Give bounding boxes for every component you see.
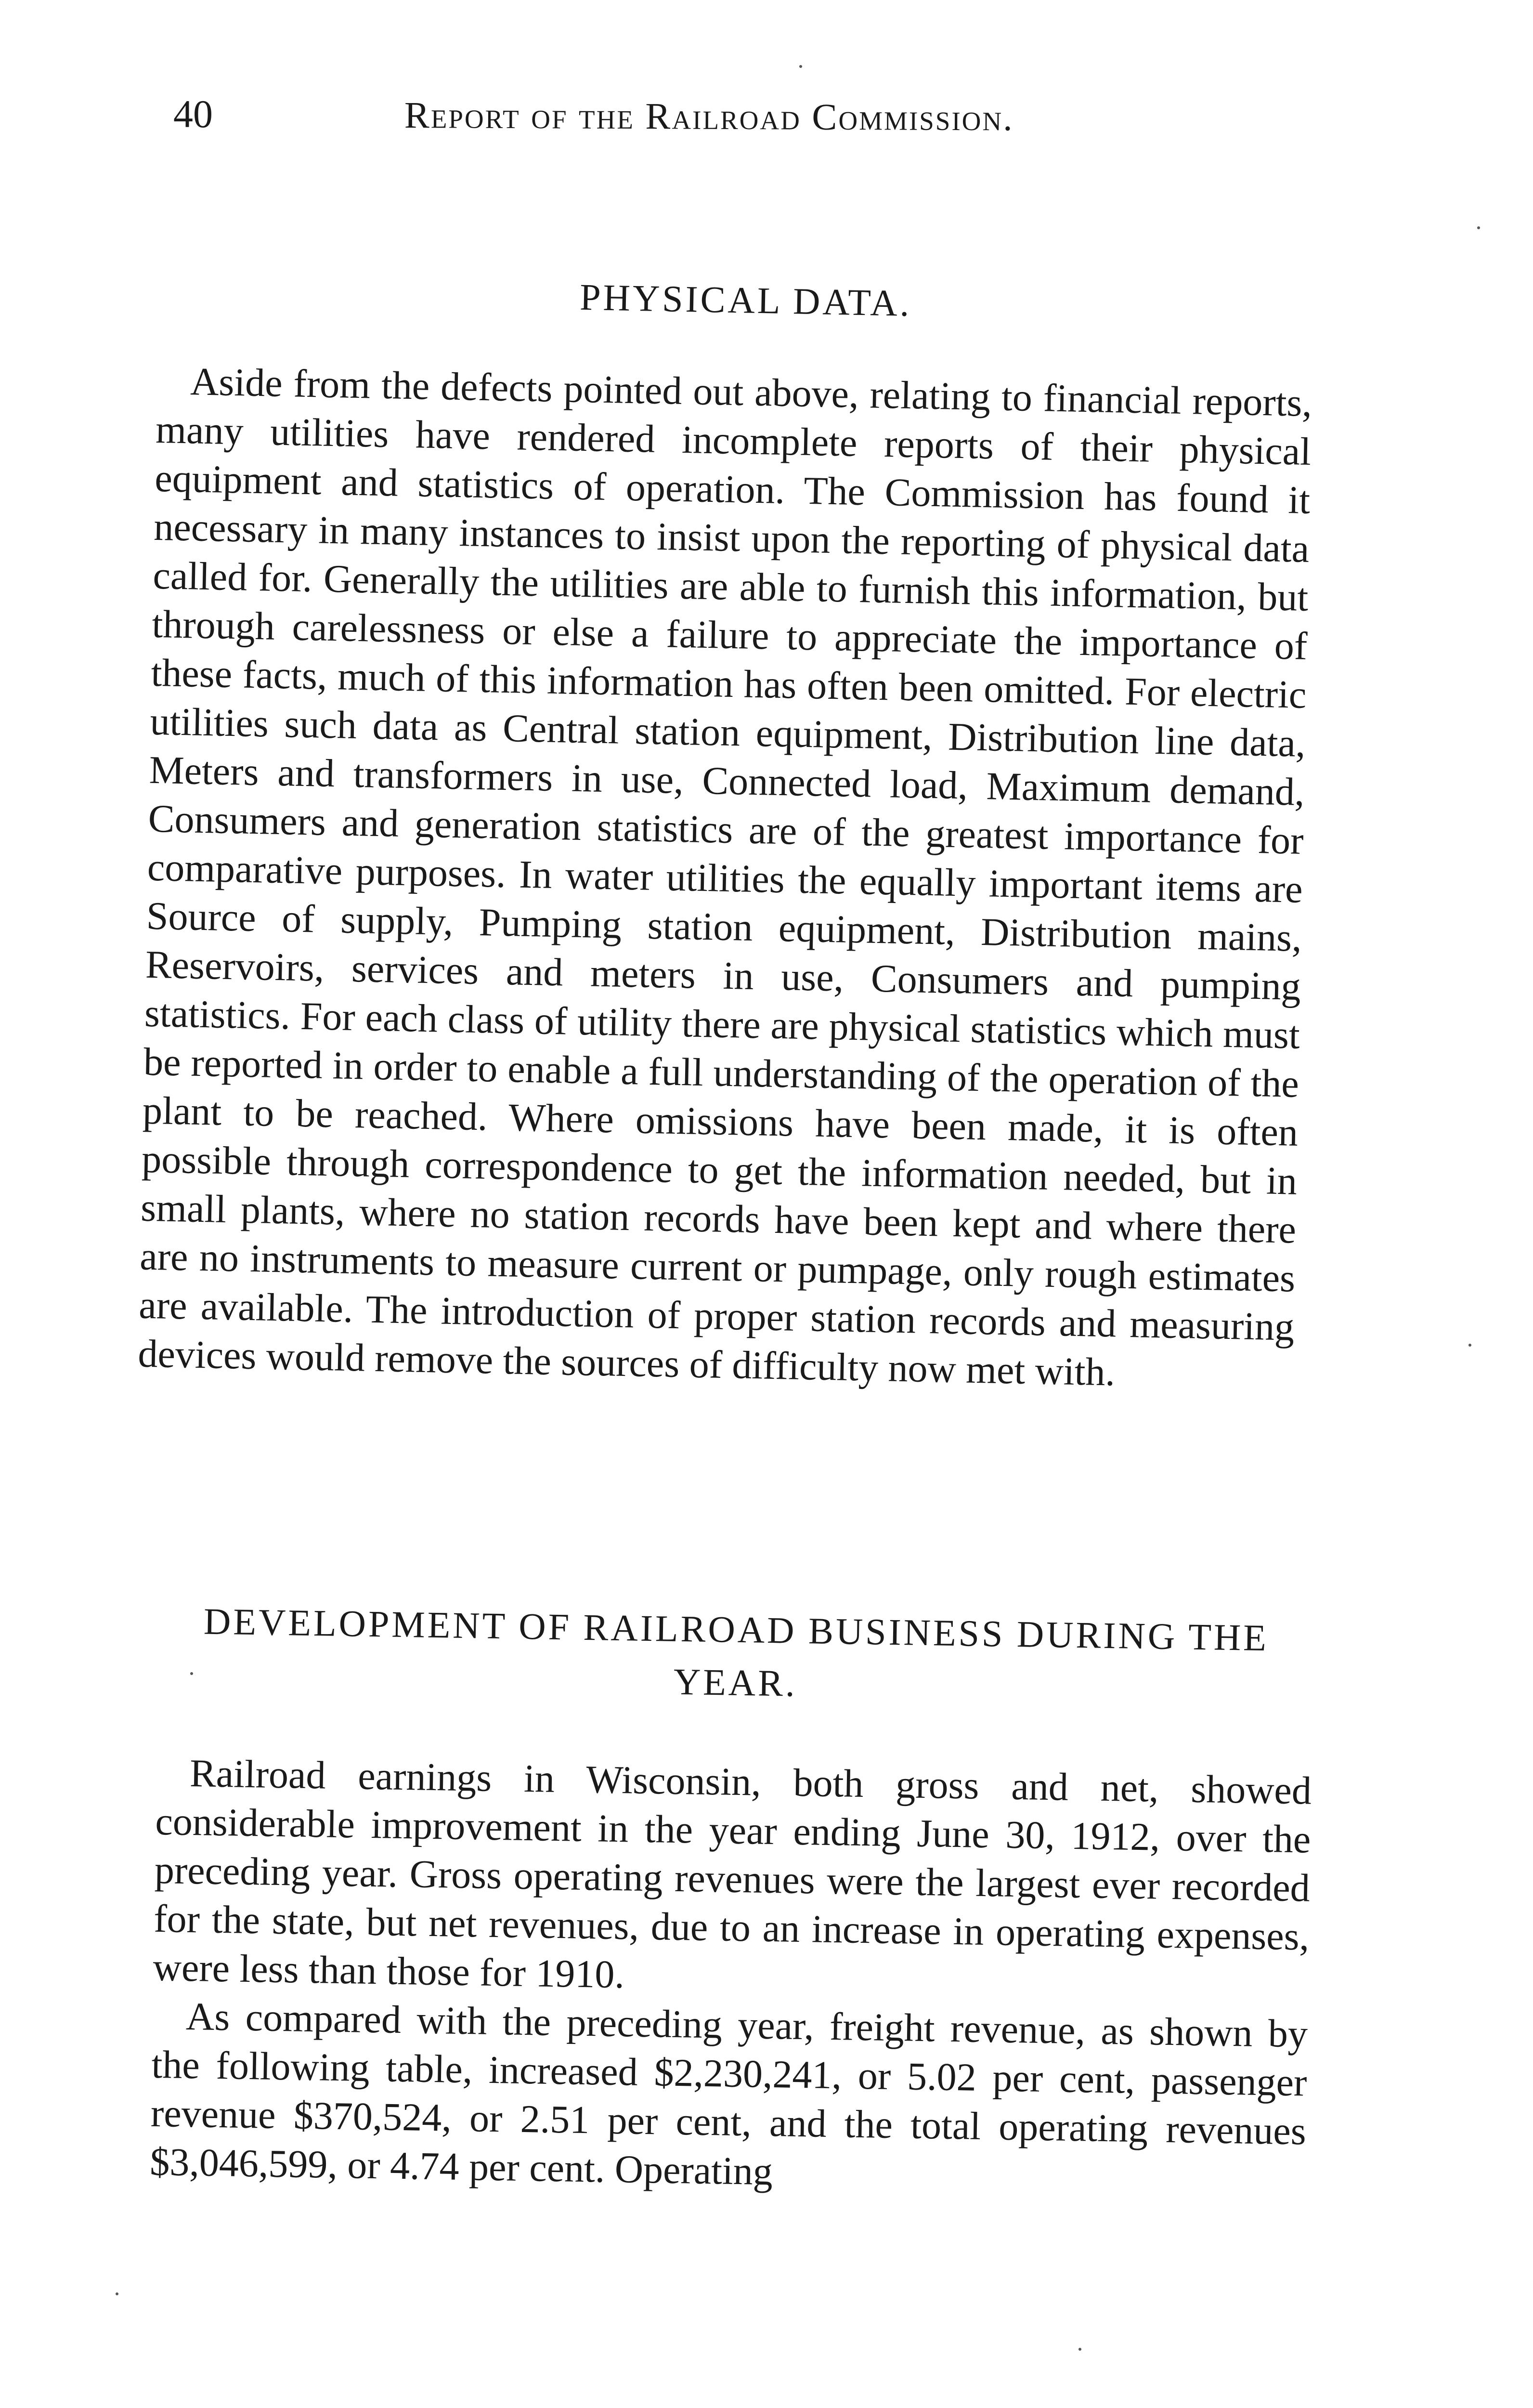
running-head xyxy=(173,92,1329,149)
scan-speck xyxy=(1468,1344,1471,1347)
scan-speck xyxy=(799,65,802,68)
page-number: 40 xyxy=(173,92,213,136)
section-physical-data xyxy=(138,265,1314,1400)
section-heading: PHYSICAL DATA. xyxy=(579,275,912,325)
paragraph: Railroad earnings in Wisconsin, both gross and net, showed considerable improvement in the year ending June 30, 1912, over the preceding year. Gross operating revenues were the largest ever recorded for the state, but net revenues, due to an increase in operating expenses, were less than those for 1910. xyxy=(153,1751,1312,1997)
scan-speck xyxy=(190,1672,193,1675)
section-heading: DEVELOPMENT OF RAILROAD BUSINESS DURING THE YEAR. xyxy=(203,1600,1269,1704)
section-railroad-business xyxy=(150,1594,1314,2204)
paragraph: Aside from the defects pointed out above, relating to financial reports, many utilities have rendered incomplete reports of their physical equipment and statistics of operation. The Commission has found it necessary in many instances to insist upon the reporting of physical data called for. Generally the utilities are able to furnish this information, but through carelessness or else a failure to appreciate the importance of these facts, much of this information has often been omitted. For electric utilities such data as Central station equipment, Distribution line data, Meters and transformers in use, Connected load, Maximum demand, Consumers and generation statistics are of the greatest importance for comparative purposes. In water utilities the equally important items are Source of supply, Pumping station equipment, Distribution mains, Reservoirs, services and meters in use, Consumers and pumping statistics. For each class of utility there are physical statistics which must be reported in order to enable a full understanding of the operation of the plant to be reached. Where omissions have been made, it is often possible through correspondence to get the information needed, but in small plants, where no station records have been kept and where there are no instruments to measure current or pumpage, only rough estimates are available. The introduction of proper station records and measuring devices would remove the sources of difficulty now met with. xyxy=(137,359,1312,1394)
scan-speck xyxy=(1477,226,1480,229)
paragraph: As compared with the preceding year, freight revenue, as shown by the following table, increased $2,230,241, or 5.02 per cent, passenger revenue $370,524, or 2.51 per cent, and the total operating revenues $3,046,599, or 4.74 per cent. Operating xyxy=(149,1994,1308,2194)
scan-speck xyxy=(1078,2348,1081,2351)
scan-speck xyxy=(116,2292,118,2295)
running-title: Report of the Railroad Commission. xyxy=(404,93,1014,139)
